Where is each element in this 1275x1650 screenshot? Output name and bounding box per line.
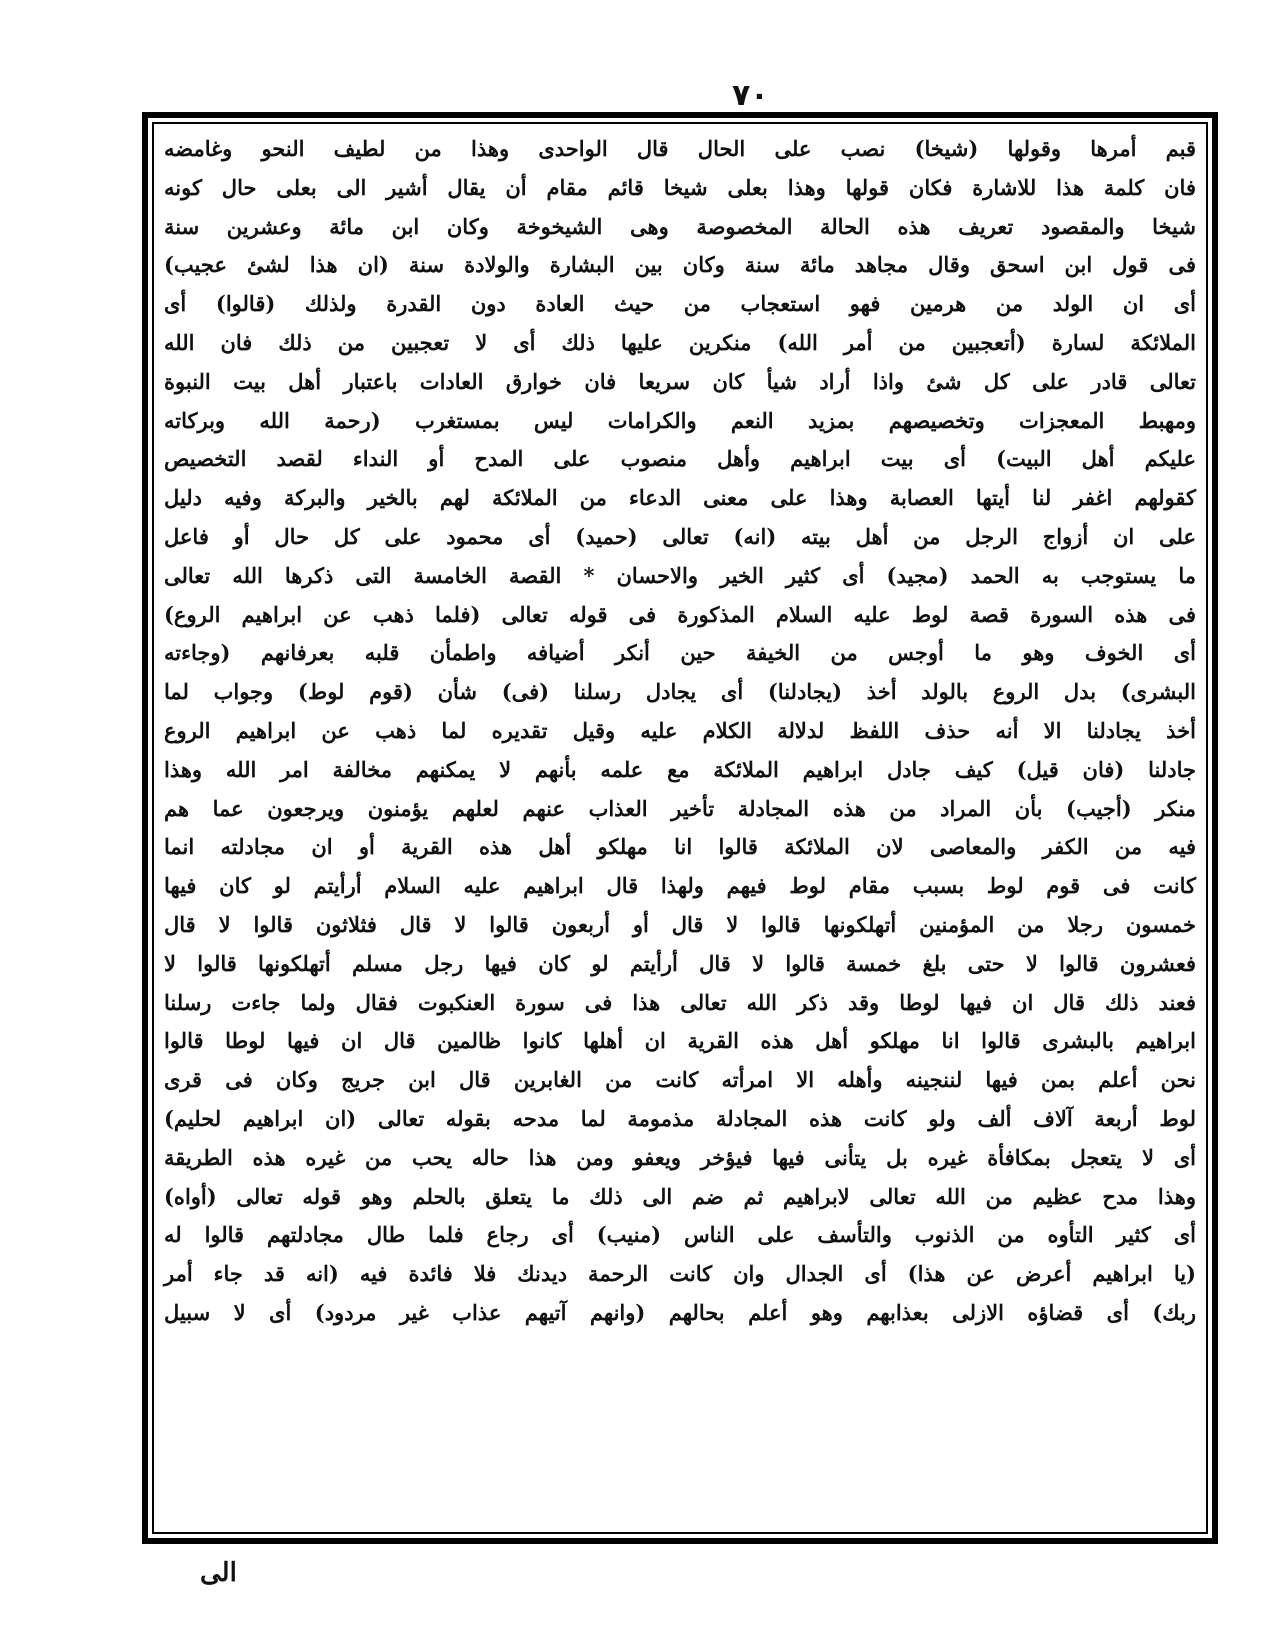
text-line: نحن أعلم بمن فيها لننجينه وأهله الا امرأته كانت من الغابرين قال ابن جريج وكان فى قرى xyxy=(164,1067,1196,1093)
text-line: شيخا والمقصود تعريف هذه الحالة المخصوصة وهى الشيخوخة وكان ابن مائة وعشرين سنة xyxy=(164,213,1196,239)
text-line: ربك) أى قضاؤه الازلى بعذابهم وهو أعلم بحالهم (وانهم آتيهم عذاب غير مردود) أى لا سبيل xyxy=(164,1299,1196,1325)
text-line: فى قول ابن اسحق وقال مجاهد مائة سنة وكان بين البشارة والولادة سنة (ان هذا لشئ عجيب) xyxy=(164,252,1196,278)
text-line: فى هذه السورة قصة لوط عليه السلام المذكورة فى قوله تعالى (فلما ذهب عن ابراهيم الروع) xyxy=(164,601,1196,627)
text-line: ابراهيم بالبشرى قالوا انا مهلكو أهل هذه القرية ان أهلها كانوا ظالمين قال ان فيها لوطا قالوا xyxy=(164,1028,1196,1054)
text-line: أى لا يتعجل بمكافأة غيره بل يتأنى فيها فيؤخر ويعفو ومن هذا حاله يحب من غيره هذه الطريقة xyxy=(164,1144,1196,1170)
text-line: عليكم أهل البيت) أى بيت ابراهيم وأهل منصوب على المدح أو النداء لقصد التخصيص xyxy=(164,446,1196,472)
text-line: خمسون رجلا من المؤمنين أتهلكونها قالوا لا قال أو أربعون قالوا لا قال فثلاثون قالوا لا قال xyxy=(164,911,1196,937)
text-line: فعند ذلك قال ان فيها لوطا وقد ذكر الله تعالى هذا فى سورة العنكبوت فقال ولما جاءت رسلنا xyxy=(164,989,1196,1015)
text-line: ما يستوجب به الحمد (مجيد) أى كثير الخير والاحسان * القصة الخامسة التى ذكرها الله تعالى xyxy=(164,562,1196,588)
text-line: منكر (أجيب) بأن المراد من هذه المجادلة تأخير العذاب عنهم لعلهم يؤمنون ويرجعون عما هم xyxy=(164,795,1196,821)
main-text xyxy=(160,130,1200,1530)
text-line: فان كلمة هذا للاشارة فكان قولها وهذا بعلى شيخا قائم مقام أن يقال أشير الى بعلى حال كونه xyxy=(164,174,1196,200)
text-line: البشرى) بدل الروع بالولد أخذ (يجادلنا) أى يجادل رسلنا (فى) شأن (قوم لوط) وجواب لما xyxy=(164,679,1196,705)
text-line: أى كثير التأوه من الذنوب والتأسف على الناس (منيب) أى رجاع فلما طال مجادلتهم قالوا له xyxy=(164,1222,1196,1248)
text-line: أى الخوف وهو ما أوجس من الخيفة حين أنكر أضيافه واطمأن قلبه بعرفانهم (وجاءته xyxy=(164,640,1196,666)
text-line: جادلنا (فان قيل) كيف جادل ابراهيم الملائكة مع علمه بأنهم لا يمكنهم مخالفة امر الله وهذا xyxy=(164,756,1196,782)
catchword: الى xyxy=(200,1558,237,1588)
text-line: تعالى قادر على كل شئ واذا أراد شيأ كان سريعا فان خوارق العادات باعتبار أهل بيت النبوة xyxy=(164,368,1196,394)
text-line: وهذا مدح عظيم من الله تعالى لابراهيم ثم ضم الى ذلك ما يتعلق بالحلم وهو قوله تعالى (أواه) xyxy=(164,1183,1196,1209)
text-line: قبم أمرها وقولها (شيخا) نصب على الحال قال الواحدى وهذا من لطيف النحو وغامضه xyxy=(164,136,1196,161)
text-line: على ان أزواج الرجل من أهل بيته (انه) تعالى (حميد) أى محمود على كل حال أو فاعل xyxy=(164,523,1196,549)
text-line: كانت فى قوم لوط بسبب مقام لوط فيهم ولهذا قال ابراهيم عليه السلام أرأيتم لو كان فيها xyxy=(164,873,1196,899)
text-line: أخذ يجادلنا الا أنه حذف اللفظ لدلالة الكلام عليه وقيل تقديره لما ذهب عن ابراهيم الروع xyxy=(164,717,1196,743)
text-line: أى ان الولد من هرمين فهو استعجاب من حيث العادة دون القدرة ولذلك (قالوا) أى xyxy=(164,291,1196,317)
text-line: كقولهم اغفر لنا أيتها العصابة وهذا على معنى الدعاء من الملائكة لهم بالخير والبركة وفيه دليل xyxy=(164,485,1196,511)
page-number: ٧٠ xyxy=(732,78,769,113)
text-line: ومهبط المعجزات وتخصيصهم بمزيد النعم والكرامات ليس بمستغرب (رحمة الله وبركاته xyxy=(164,407,1196,433)
text-line: (يا ابراهيم أعرض عن هذا) أى الجدال وان كانت الرحمة ديدنك فلا فائدة فيه (انه قد جاء أمر xyxy=(164,1261,1196,1287)
text-line: فيه من الكفر والمعاصى لان الملائكة قالوا انا مهلكو أهل هذه القرية أو ان مجادلته انما xyxy=(164,834,1196,860)
text-line: الملائكة لسارة (أتعجبين من أمر الله) منكرين عليها ذلك أى لا تعجبين من ذلك فان الله xyxy=(164,329,1196,355)
text-line: فعشرون قالوا لا حتى بلغ خمسة قالوا لا قال أرأيتم لو كان فيها رجل مسلم أتهلكونها قالوا لا xyxy=(164,950,1196,976)
text-line: لوط أربعة آلاف ألف ولو كانت هذه المجادلة مذمومة لما مدحه بقوله تعالى (ان ابراهيم لحليم) xyxy=(164,1105,1196,1131)
